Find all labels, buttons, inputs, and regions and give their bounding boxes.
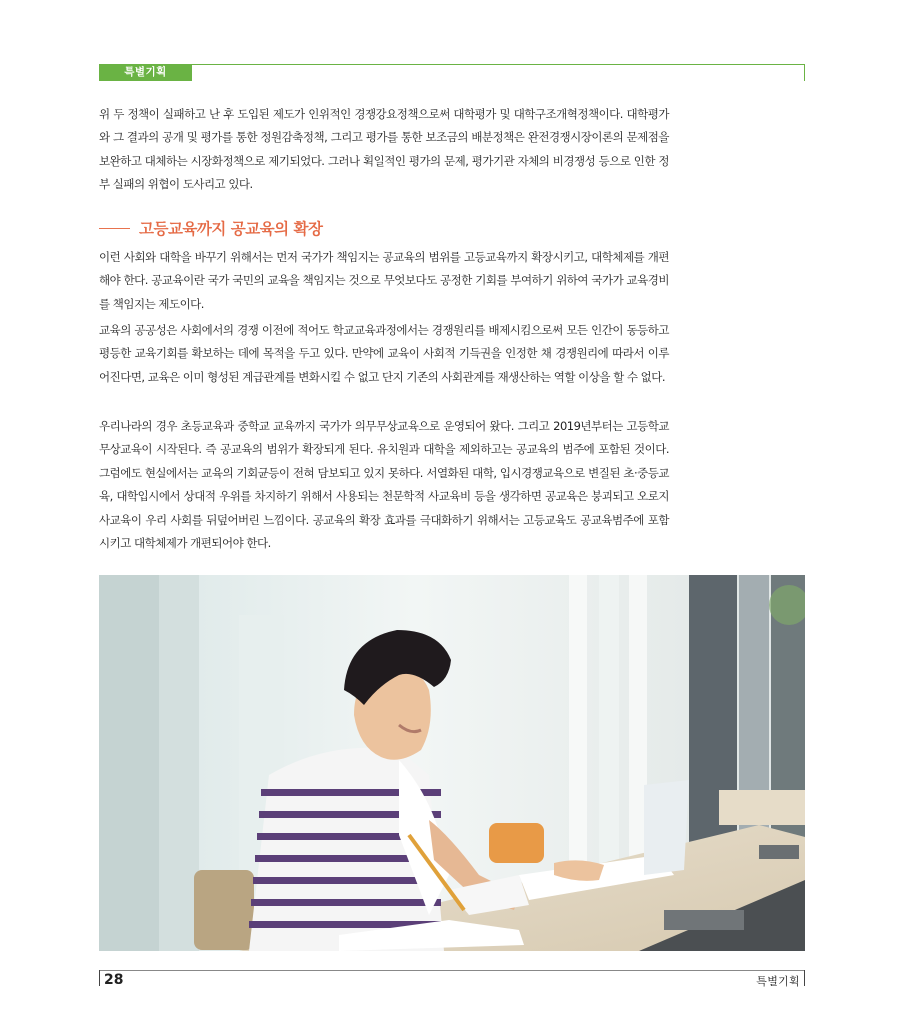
- paragraph-3: 교육의 공공성은 사회에서의 경쟁 이전에 적어도 학교교육과정에서는 경쟁원리를 배제시킴으로써 모든 인간이 동등하고 평등한 교육기회를 확보하는 데에 목적을 두고 있다. 만약에 교육이 사회적 기득권을 인정한 채 경쟁원리에 따라서 이루어진다면, 교육은 이미 형성된 계급관계를 변화시킬 수 없고 단지 기존의 사회관계를 재생산하는 역할 이상을 할 수 없다.: [99, 323, 669, 384]
- paragraph-4: 우리나라의 경우 초등교육과 중학교 교육까지 국가가 의무무상교육으로 운영되어 왔다. 그리고 2019년부터는 고등학교 무상교육이 시작된다. 즉 공교육의 범위가 확장되게 된다. 유치원과 대학을 제외하고는 공교육의 범주에 포함된 것이다. 그럼에도 현실에서는 교육의 기회균등이 전혀 담보되고 있지 못하다. 서열화된 대학, 입시경쟁교육으로 변질된 초·중등교육, 대학입시에서 상대적 우위를 차지하기 위해서 사용되는 천문학적 사교육비 등을 생각하면 공교육은 붕괴되고 오로지 사교육이 우리 사회를 뒤덮어버린 느낌이다. 공교육의 확장 효과를 극대화하기 위해서는 고등교육도 공교육범주에 포함시키고 대학체제가 개편되어야 한다.: [99, 419, 669, 551]
- page-number: 28: [104, 972, 124, 988]
- footer-rule: [99, 970, 805, 971]
- paragraph-2: 이런 사회와 대학을 바꾸기 위해서는 먼저 국가가 책임지는 공교육의 범위를 고등교육까지 확장시키고, 대학체제를 개편해야 한다. 공교육이란 국가 국민의 교육을 책임지는 것으로 무엇보다도 공정한 기회를 부여하기 위하여 국가가 교육경비를 책임지는 제도이다.: [99, 250, 669, 311]
- paragraph-intro: 위 두 정책이 실패하고 난 후 도입된 제도가 인위적인 경쟁강요정책으로써 대학평가 및 대학구조개혁정책이다. 대학평가와 그 결과의 공개 및 평가를 통한 정원감축정책, 그리고 평가를 통한 보조금의 배분정책은 완전경쟁시장이론의 문제점을 보완하고 대체하는 시장화정책으로 제기되었다. 그러나 획일적인 평가의 문제, 평가기관 자체의 비경쟁성 등으로 인한 정부 실패의 위협이 도사리고 있다.: [99, 107, 669, 192]
- header-rule: [192, 64, 805, 81]
- section-heading: [99, 216, 322, 240]
- footer-left-tick: [99, 970, 100, 986]
- footer-section-label: 특별기획: [756, 975, 800, 988]
- section-tab: 특별기획: [99, 64, 192, 81]
- student-illustration: [99, 575, 805, 951]
- heading-rule: [99, 228, 130, 229]
- student-photo: [99, 575, 805, 951]
- footer-right-tick: [804, 970, 805, 986]
- heading-text: 고등교육까지 공교육의 확장: [139, 220, 323, 238]
